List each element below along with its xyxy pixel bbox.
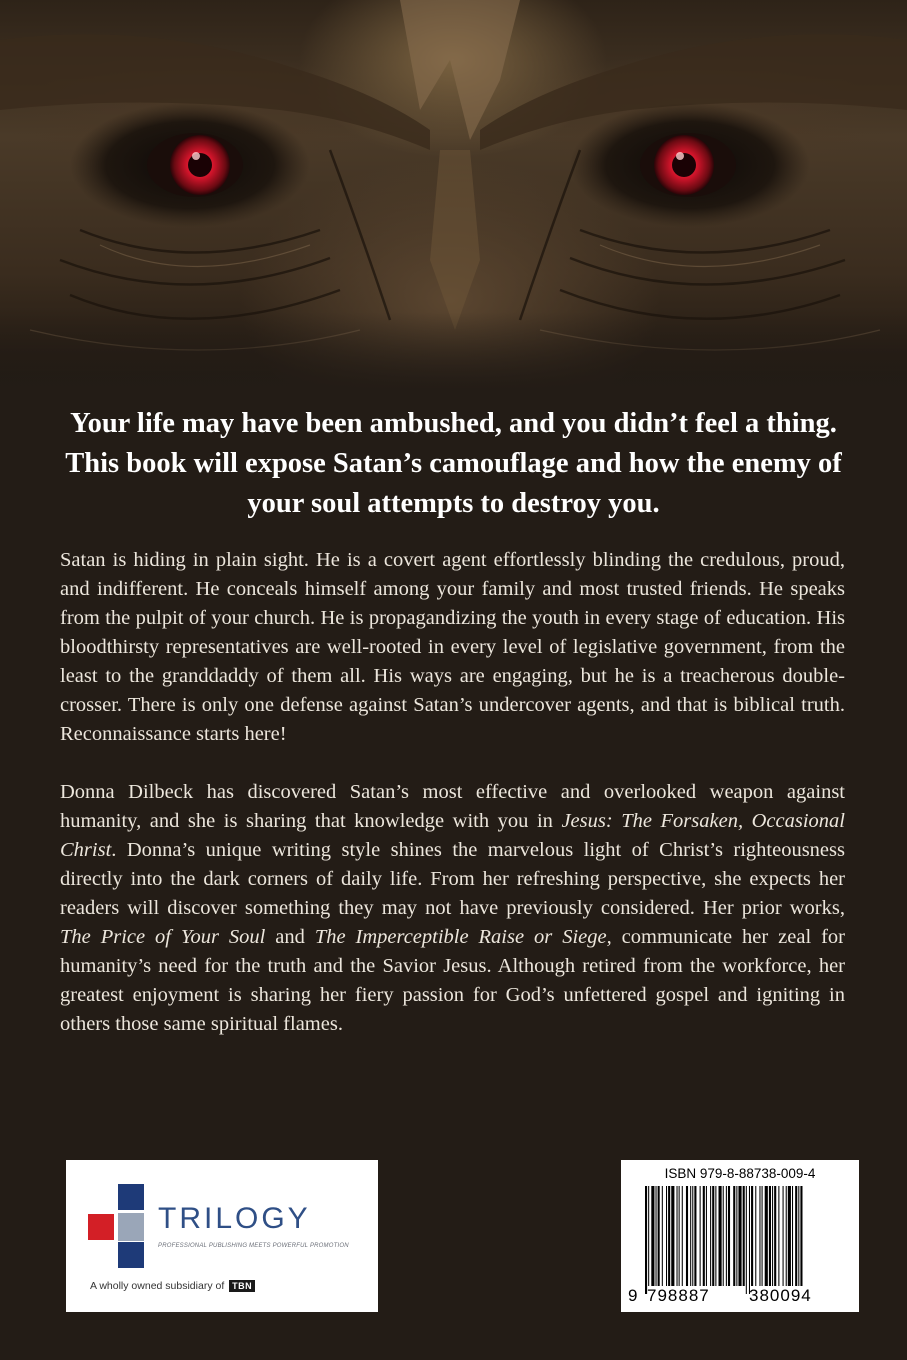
description-paragraph: Satan is hiding in plain sight. He is a covert agent effortlessly blinding the credulous, proud, and indifferent. He conceals himself among your family and most trusted friends. He speaks from the pulpit of your church. He is propagandizing the youth in every stage of education. His bloodthirsty representatives are well-rooted in every level of legislative government, from the least to the granddaddy of them all. His ways are engaging, but he is a treacherous double-crosser. There is only one defense against Satan’s undercover agents, and that is biblical truth. Reconnaissance starts here! [60, 549, 845, 745]
barcode-bar [671, 1186, 674, 1286]
barcode-bar [677, 1186, 678, 1286]
barcode-bar [723, 1186, 724, 1286]
author-text: Donna Dilbeck has discovered Satan’s most effective and overlooked weapon against humanity, and she is sharing that knowledge with you in [60, 781, 845, 832]
publisher-tagline: PROFESSIONAL PUBLISHING MEETS POWERFUL PROMOTION [158, 1243, 349, 1249]
barcode-bar [778, 1186, 779, 1286]
author-paragraph [60, 778, 845, 1039]
cover-artwork [0, 0, 907, 390]
isbn-barcode [621, 1160, 859, 1312]
publisher-name: TRILOGY [158, 1202, 311, 1235]
author-text: communicate her zeal for humanity’s need for the truth and the Savior Jesus. Although retired from the workforce, her greatest enjoyment is sharing her fiery passion for God’s unfettered gospel and igniting in others those same spiritual flames. [60, 926, 845, 1035]
barcode-bar [648, 1186, 649, 1286]
barcode-bar [706, 1186, 707, 1286]
barcode-bar [765, 1186, 768, 1286]
ean-right-group: 380094 [749, 1286, 812, 1305]
barcode-bar [751, 1186, 753, 1286]
prior-work-title: The Price of Your Soul [60, 926, 266, 948]
barcode-bar [728, 1186, 730, 1286]
headline: Your life may have been ambushed, and you didn’t feel a thing. This book will expose Satan’s camouflage and how the enemy of your soul attempts to destroy you. [65, 408, 842, 519]
barcode-bar [658, 1186, 660, 1286]
barcode-bar [712, 1186, 714, 1286]
barcode-bar [762, 1186, 763, 1286]
barcode-bar [700, 1186, 701, 1286]
barcode-bar [798, 1186, 799, 1286]
barcode-bar [772, 1186, 773, 1286]
barcode-bar [738, 1186, 741, 1286]
barcode-bar [746, 1186, 747, 1294]
barcode-bar [736, 1186, 737, 1286]
barcode-bar [743, 1186, 745, 1286]
publisher-logo [66, 1160, 378, 1312]
barcode-bar [749, 1186, 750, 1294]
barcode-bar [645, 1186, 647, 1294]
barcode-bar [715, 1186, 716, 1286]
barcode-bar [651, 1186, 654, 1286]
description [60, 546, 845, 1039]
barcode-bar [703, 1186, 705, 1286]
barcode-bar [733, 1186, 735, 1286]
tbn-logo: TBN [229, 1280, 255, 1292]
demon-eyes-illustration [0, 0, 907, 390]
barcode-bar [800, 1186, 802, 1286]
author-text: and [265, 926, 315, 948]
barcode-bar [795, 1186, 797, 1286]
barcode-bar [686, 1186, 688, 1286]
book-title: Jesus: The Forsaken, Occasional Christ [60, 810, 845, 861]
barcode-bar [755, 1186, 756, 1286]
barcode-bar [774, 1186, 776, 1286]
barcode-bar [710, 1186, 711, 1286]
barcode-bar [662, 1186, 663, 1286]
trilogy-logo-icon [88, 1180, 146, 1270]
barcode-bar [726, 1186, 727, 1286]
barcode-bar [694, 1186, 696, 1286]
barcode-bar [679, 1186, 680, 1286]
barcode-bar [783, 1186, 784, 1286]
barcode-bar [786, 1186, 787, 1286]
barcode-bar [656, 1186, 657, 1286]
barcode-bar [792, 1186, 793, 1286]
ean-first-digit: 9 [628, 1286, 639, 1305]
barcode-bar [788, 1186, 791, 1286]
barcode-bar [690, 1186, 691, 1286]
barcode-bar [668, 1186, 670, 1286]
barcode-bar [666, 1186, 667, 1286]
barcode-bar [692, 1186, 693, 1286]
subsidiary-text: A wholly owned subsidiary of [90, 1280, 225, 1292]
prior-work-title: The Imperceptible Raise or Siege, [314, 926, 612, 948]
isbn-number: ISBN 979-8-88738-009-4 [664, 1166, 816, 1181]
barcode-bar [719, 1186, 722, 1286]
barcode-bar [682, 1186, 683, 1286]
publisher-subsidiary [90, 1280, 255, 1292]
ean-left-group: 798887 [647, 1286, 710, 1305]
author-text: . Donna’s unique writing style shines the marvelous light of Christ’s righteousness directly into the dark corners of daily life. From her refreshing perspective, she expects her readers will discover something they may not have previously considered. Her prior works, [60, 839, 845, 919]
barcode-bar [769, 1186, 771, 1286]
barcode-bar [759, 1186, 760, 1286]
